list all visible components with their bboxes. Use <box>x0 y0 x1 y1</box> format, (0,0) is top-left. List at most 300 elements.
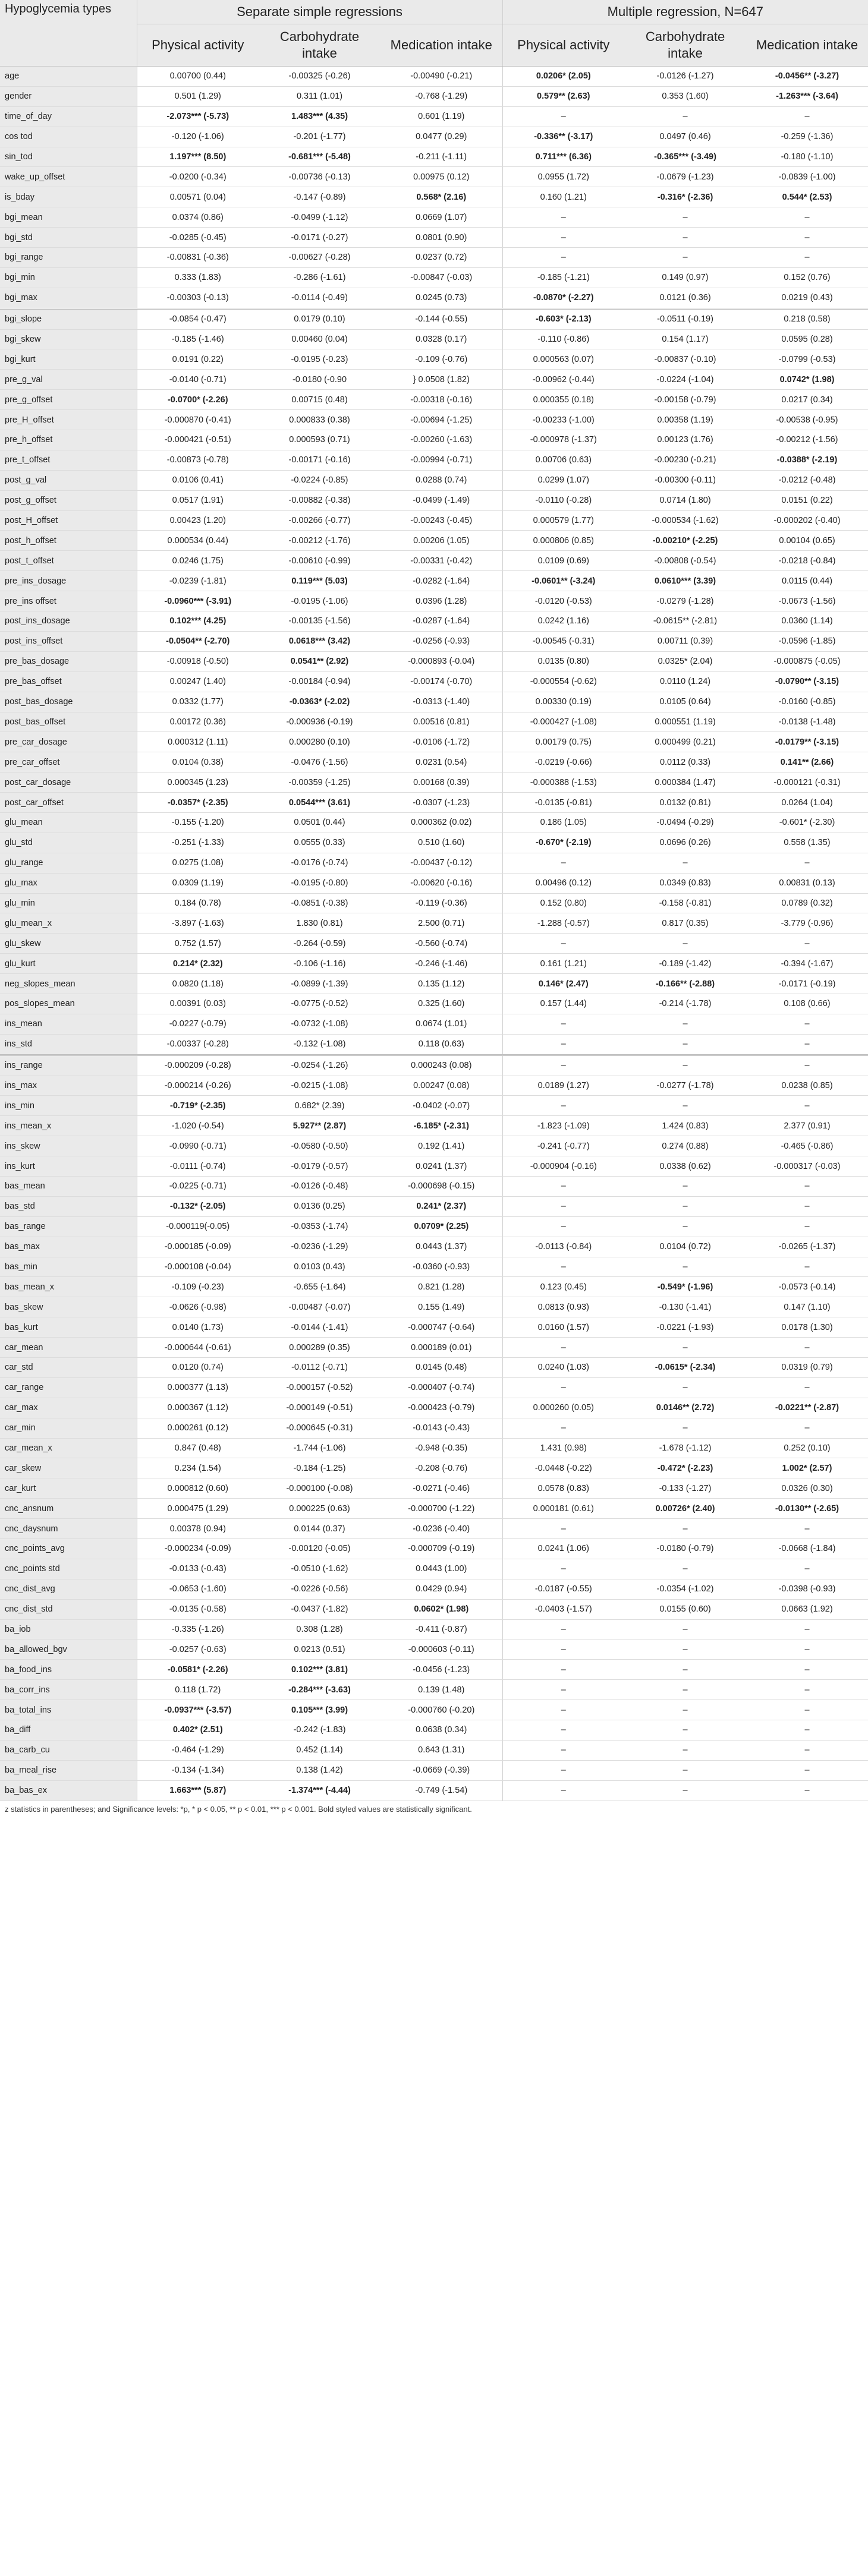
table-cell <box>624 954 746 974</box>
table-cell <box>624 1680 746 1700</box>
table-cell <box>624 390 746 410</box>
cell-value: 0.000189 (0.01) <box>411 1342 472 1352</box>
table-cell <box>380 1639 502 1660</box>
table-cell <box>380 1740 502 1760</box>
table-cell <box>502 752 624 773</box>
col-header: Physical activity <box>137 24 259 67</box>
table-cell <box>137 349 259 370</box>
table-row <box>0 1700 868 1720</box>
cell-value: -0.0456 (-1.23) <box>413 1664 470 1675</box>
cell-value: – <box>804 1222 810 1232</box>
cell-value: – <box>561 1725 566 1735</box>
table-cell <box>380 510 502 531</box>
variable-name: post_bas_dosage <box>0 692 137 712</box>
significant-value: 0.146* (2.47) <box>538 979 589 989</box>
cell-value: -0.0279 (-1.28) <box>656 596 714 606</box>
variable-name: pre_ins_dosage <box>0 571 137 591</box>
table-cell <box>380 793 502 813</box>
cell-value: 0.0246 (1.75) <box>172 556 224 566</box>
table-cell <box>137 86 259 106</box>
cell-value: 0.0132 (0.81) <box>659 797 711 808</box>
table-cell <box>137 954 259 974</box>
table-cell <box>746 490 868 510</box>
table-cell <box>137 752 259 773</box>
variable-name: ba_iob <box>0 1619 137 1639</box>
cell-value: 0.000367 (1.12) <box>167 1403 228 1413</box>
table-cell <box>502 248 624 268</box>
table-cell <box>259 1277 380 1297</box>
cell-value: -0.0171 (-0.19) <box>778 979 836 989</box>
variable-name: ba_diff <box>0 1720 137 1741</box>
table-cell <box>259 712 380 732</box>
table-cell <box>380 470 502 490</box>
table-cell <box>137 490 259 510</box>
cell-value: – <box>683 1222 688 1232</box>
cell-value: -0.00331 (-0.42) <box>410 556 473 566</box>
cell-value: 0.0443 (1.00) <box>416 1564 467 1574</box>
table-row <box>0 187 868 207</box>
cell-value: 0.0245 (0.73) <box>416 293 467 303</box>
cell-value: 0.149 (0.97) <box>662 273 709 283</box>
variable-name: ba_allowed_bgv <box>0 1639 137 1660</box>
cell-value: -0.0212 (-0.48) <box>778 475 836 485</box>
table-cell <box>137 712 259 732</box>
variable-name: ins_skew <box>0 1136 137 1156</box>
cell-value: -0.00831 (-0.36) <box>166 253 229 263</box>
variable-name: ba_meal_rise <box>0 1760 137 1780</box>
variable-name: cnc_points_avg <box>0 1539 137 1559</box>
cell-value: 0.152 (0.76) <box>784 273 831 283</box>
table-cell <box>624 732 746 752</box>
table-cell <box>624 1358 746 1378</box>
table-cell <box>502 1034 624 1055</box>
header-group-multiple: Multiple regression, N=647 <box>502 0 868 24</box>
table-row <box>0 329 868 349</box>
table-cell <box>746 349 868 370</box>
table-cell <box>259 692 380 712</box>
table-cell <box>137 167 259 187</box>
table-cell <box>502 551 624 571</box>
header-title: Hypoglycemia types <box>0 0 137 67</box>
table-cell <box>137 1619 259 1639</box>
table-cell <box>502 1458 624 1478</box>
table-row <box>0 752 868 773</box>
significant-value: -0.0456** (-3.27) <box>775 71 839 81</box>
significant-value: -0.284*** (-3.63) <box>288 1685 351 1695</box>
significant-value: -0.0601** (-3.24) <box>532 576 596 586</box>
table-cell <box>746 430 868 450</box>
table-cell <box>259 671 380 692</box>
table-cell <box>502 1398 624 1418</box>
cell-value: -0.0120 (-0.53) <box>534 596 592 606</box>
table-cell <box>380 1034 502 1055</box>
table-cell <box>746 1599 868 1619</box>
table-cell <box>624 531 746 551</box>
table-cell <box>137 571 259 591</box>
cell-value: -0.110 (-0.86) <box>537 335 590 345</box>
cell-value: -0.0354 (-1.02) <box>656 1584 714 1594</box>
table-cell <box>502 913 624 934</box>
cell-value: 0.123 (0.45) <box>540 1282 587 1292</box>
cell-value: 0.0497 (0.46) <box>659 132 711 142</box>
cell-value: 0.0241 (1.37) <box>416 1161 467 1171</box>
table-cell <box>746 671 868 692</box>
cell-value: 0.0669 (1.07) <box>416 212 467 222</box>
cell-value: 0.308 (1.28) <box>296 1625 343 1635</box>
table-cell <box>137 1116 259 1136</box>
table-cell <box>624 1519 746 1539</box>
table-cell <box>746 167 868 187</box>
table-cell <box>259 106 380 127</box>
cell-value: -0.00487 (-0.07) <box>288 1302 351 1312</box>
table-cell <box>624 248 746 268</box>
table-cell <box>259 974 380 994</box>
table-cell <box>746 1338 868 1358</box>
table-cell <box>380 370 502 390</box>
table-cell <box>259 1257 380 1277</box>
cell-value: -0.0225 (-0.71) <box>169 1181 227 1191</box>
table-cell <box>502 974 624 994</box>
table-cell <box>746 651 868 671</box>
cell-value: -0.0668 (-1.84) <box>778 1544 836 1554</box>
table-row <box>0 349 868 370</box>
cell-value: -0.00300 (-0.11) <box>655 475 716 485</box>
table-cell <box>746 1096 868 1116</box>
table-cell <box>259 349 380 370</box>
table-cell <box>624 631 746 651</box>
table-cell <box>380 1277 502 1297</box>
cell-value: – <box>683 1765 688 1776</box>
table-row <box>0 390 868 410</box>
cell-value: 0.000312 (1.11) <box>168 737 228 747</box>
cell-value: 0.0241 (1.06) <box>537 1544 589 1554</box>
cell-value: -0.00212 (-1.56) <box>776 435 838 445</box>
cell-value: 0.000475 (1.29) <box>167 1503 228 1514</box>
table-cell <box>380 390 502 410</box>
cell-value: 0.108 (0.66) <box>784 999 831 1009</box>
cell-value: 0.0219 (0.43) <box>781 293 833 303</box>
significant-value: -1.374*** (-4.44) <box>288 1786 351 1796</box>
cell-value: – <box>561 1745 566 1755</box>
cell-value: -0.000747 (-0.64) <box>408 1322 475 1332</box>
cell-value: -0.0126 (-0.48) <box>291 1181 348 1191</box>
cell-value: – <box>804 1202 810 1212</box>
cell-value: -0.0499 (-1.12) <box>291 212 348 222</box>
variable-name: car_min <box>0 1418 137 1438</box>
table-row <box>0 1760 868 1780</box>
variable-name: neg_slopes_mean <box>0 974 137 994</box>
table-cell <box>259 954 380 974</box>
cell-value: 0.252 (0.10) <box>784 1443 831 1453</box>
cell-value: -0.0171 (-0.27) <box>291 232 348 242</box>
cell-value: 0.0242 (1.16) <box>537 616 589 626</box>
cell-value: 2.377 (0.91) <box>784 1121 831 1131</box>
cell-value: 0.00104 (0.65) <box>779 535 835 546</box>
cell-value: – <box>804 1564 810 1574</box>
cell-value: 0.00123 (1.76) <box>657 435 713 445</box>
table-cell <box>137 651 259 671</box>
cell-value: -0.000603 (-0.11) <box>408 1644 474 1654</box>
cell-value: 0.00206 (1.05) <box>413 535 470 546</box>
cell-value: – <box>683 1262 688 1272</box>
table-cell <box>380 127 502 147</box>
table-row <box>0 1720 868 1741</box>
cell-value: -0.0854 (-0.47) <box>169 314 227 324</box>
table-cell <box>746 833 868 853</box>
col-header: Medication intake <box>380 24 502 67</box>
significant-value: 0.0544*** (3.61) <box>288 797 351 808</box>
table-cell <box>137 1136 259 1156</box>
cell-value: – <box>804 1705 810 1715</box>
table-row <box>0 1156 868 1177</box>
table-cell <box>137 1377 259 1398</box>
cell-value: -0.00184 (-0.94) <box>288 677 351 687</box>
cell-value: -0.0215 (-1.08) <box>291 1080 348 1090</box>
table-cell <box>502 1438 624 1458</box>
cell-value: -0.0287 (-1.64) <box>413 616 470 626</box>
table-cell <box>380 187 502 207</box>
table-cell <box>502 1216 624 1237</box>
cell-value: 0.0104 (0.72) <box>659 1242 711 1252</box>
table-cell <box>259 893 380 913</box>
table-cell <box>624 994 746 1014</box>
cell-value: -0.0221 (-1.93) <box>656 1322 714 1332</box>
significant-value: 0.0541** (2.92) <box>290 657 349 667</box>
cell-value: -1.020 (-0.54) <box>171 1121 224 1131</box>
variable-name: car_range <box>0 1377 137 1398</box>
table-cell <box>502 531 624 551</box>
variable-name: glu_range <box>0 853 137 873</box>
cell-value: -0.00736 (-0.13) <box>288 172 351 182</box>
variable-name: cnc_ansnum <box>0 1499 137 1519</box>
table-cell <box>502 430 624 450</box>
cell-value: 0.643 (1.31) <box>418 1745 465 1755</box>
cell-value: – <box>561 1644 566 1654</box>
table-row <box>0 1438 868 1458</box>
cell-value: 0.0178 (1.30) <box>781 1322 833 1332</box>
table-cell <box>380 1297 502 1317</box>
table-row <box>0 1458 868 1478</box>
table-cell <box>137 127 259 147</box>
cell-value: – <box>561 112 566 122</box>
variable-name: bgi_max <box>0 288 137 308</box>
table-cell <box>502 1277 624 1297</box>
table-cell <box>380 1377 502 1398</box>
significant-value: -0.365*** (-3.49) <box>654 152 716 162</box>
cell-value: -0.0851 (-0.38) <box>291 898 348 908</box>
table-cell <box>380 288 502 308</box>
cell-value: – <box>683 212 688 222</box>
cell-value: -0.00538 (-0.95) <box>776 415 838 425</box>
variable-name: bas_std <box>0 1196 137 1216</box>
variable-name: cnc_dist_avg <box>0 1579 137 1599</box>
table-row <box>0 1034 868 1055</box>
significant-value: 0.141** (2.66) <box>780 757 834 767</box>
variable-name: post_ins_offset <box>0 631 137 651</box>
cell-value: -0.0180 (-0.90 <box>292 374 347 384</box>
table-cell <box>502 510 624 531</box>
table-cell <box>746 1639 868 1660</box>
cell-value: -0.000554 (-0.62) <box>530 677 597 687</box>
table-row <box>0 1499 868 1519</box>
table-row <box>0 1136 868 1156</box>
cell-value: -0.00260 (-1.63) <box>410 435 473 445</box>
cell-value: 0.000579 (1.77) <box>533 516 594 526</box>
table-cell <box>380 167 502 187</box>
table-cell <box>259 490 380 510</box>
cell-value: – <box>804 938 810 948</box>
cell-value: -0.00325 (-0.26) <box>288 71 351 81</box>
col-header: Carbohydrate intake <box>624 24 746 67</box>
cell-value: – <box>683 1019 688 1029</box>
significant-value: -0.00210* (-2.25) <box>652 535 718 546</box>
cell-value: -0.0224 (-1.04) <box>656 374 714 384</box>
cell-value: 0.000243 (0.08) <box>411 1061 472 1071</box>
cell-value: -0.000157 (-0.52) <box>286 1383 353 1393</box>
table-cell <box>259 1499 380 1519</box>
table-cell <box>259 1599 380 1619</box>
table-cell <box>380 934 502 954</box>
table-cell <box>380 1579 502 1599</box>
cell-value: -0.158 (-0.81) <box>659 898 712 908</box>
cell-value: – <box>683 1383 688 1393</box>
cell-value: 0.157 (1.44) <box>540 999 587 1009</box>
cell-value: -0.0138 (-1.48) <box>778 717 836 727</box>
table-cell <box>746 147 868 167</box>
variable-name: car_mean <box>0 1338 137 1358</box>
table-cell <box>259 752 380 773</box>
cell-value: 0.0104 (0.38) <box>172 757 224 767</box>
table-cell <box>259 1619 380 1639</box>
significant-value: 1.663*** (5.87) <box>169 1786 227 1796</box>
cell-value: – <box>804 1664 810 1675</box>
cell-value: -0.000108 (-0.04) <box>164 1262 231 1272</box>
significant-value: 5.927** (2.87) <box>293 1121 347 1131</box>
cell-value: -0.00318 (-0.16) <box>410 395 473 405</box>
table-cell <box>137 510 259 531</box>
table-cell <box>502 1519 624 1539</box>
table-row <box>0 1076 868 1096</box>
cell-value: -1.823 (-1.09) <box>537 1121 590 1131</box>
table-cell <box>259 67 380 87</box>
cell-value: 0.00460 (0.04) <box>291 335 348 345</box>
cell-value: 0.0578 (0.83) <box>537 1483 589 1493</box>
table-row <box>0 611 868 632</box>
cell-value: – <box>683 112 688 122</box>
variable-name: bas_mean <box>0 1176 137 1196</box>
table-cell <box>137 1519 259 1539</box>
table-cell <box>746 1055 868 1076</box>
cell-value: -0.465 (-0.86) <box>781 1141 834 1151</box>
cell-value: -0.0256 (-0.93) <box>413 636 470 647</box>
cell-value: -0.0176 (-0.74) <box>291 858 348 868</box>
table-cell <box>259 1559 380 1579</box>
table-cell <box>502 1700 624 1720</box>
cell-value: – <box>683 1664 688 1675</box>
table-cell <box>746 773 868 793</box>
table-row <box>0 308 868 329</box>
table-cell <box>137 1014 259 1034</box>
table-cell <box>746 207 868 228</box>
cell-value: -0.0799 (-0.53) <box>778 354 836 364</box>
cell-value: 0.00571 (0.04) <box>169 192 226 202</box>
table-cell <box>137 913 259 934</box>
table-cell <box>502 127 624 147</box>
table-cell <box>746 1156 868 1177</box>
table-cell <box>502 591 624 611</box>
table-cell <box>137 1338 259 1358</box>
cell-value: – <box>804 1685 810 1695</box>
cell-value: -0.0437 (-1.82) <box>291 1604 348 1615</box>
table-cell <box>259 1398 380 1418</box>
cell-value: 1.424 (0.83) <box>662 1121 709 1131</box>
cell-value: – <box>561 1039 566 1049</box>
table-cell <box>624 1398 746 1418</box>
table-cell <box>259 1358 380 1378</box>
cell-value: -0.0732 (-1.08) <box>291 1019 348 1029</box>
table-cell <box>380 853 502 873</box>
cell-value: -0.0227 (-0.79) <box>169 1019 227 1029</box>
variable-name: post_bas_offset <box>0 712 137 732</box>
cell-value: – <box>804 1786 810 1796</box>
cell-value: -0.000121 (-0.31) <box>773 777 841 787</box>
table-row <box>0 1418 868 1438</box>
cell-value: -0.0110 (-0.28) <box>535 496 592 506</box>
cell-value: -0.0899 (-1.39) <box>291 979 348 989</box>
table-cell <box>137 1740 259 1760</box>
table-cell <box>259 1418 380 1438</box>
cell-value: -0.000760 (-0.20) <box>408 1705 475 1715</box>
table-cell <box>502 106 624 127</box>
cell-value: 0.000806 (0.85) <box>533 535 594 546</box>
cell-value: -0.0133 (-0.43) <box>169 1564 227 1574</box>
table-row <box>0 974 868 994</box>
cell-value: – <box>561 938 566 948</box>
cell-value: 0.00378 (0.94) <box>169 1524 226 1534</box>
table-cell <box>746 1418 868 1438</box>
cell-value: -0.000234 (-0.09) <box>164 1544 231 1554</box>
cell-value: 0.00496 (0.12) <box>535 878 592 888</box>
table-cell <box>624 308 746 329</box>
table-row <box>0 106 868 127</box>
table-cell <box>746 410 868 430</box>
table-cell <box>624 1116 746 1136</box>
significant-value: -0.132* (-2.05) <box>170 1202 226 1212</box>
cell-value: -0.214 (-1.78) <box>659 999 712 1009</box>
table-cell <box>259 1539 380 1559</box>
table-cell <box>259 1579 380 1599</box>
table-cell <box>259 1438 380 1458</box>
cell-value: 0.601 (1.19) <box>418 112 465 122</box>
cell-value: – <box>683 1745 688 1755</box>
significant-value: -0.472* (-2.23) <box>657 1463 713 1473</box>
table-cell <box>137 611 259 632</box>
table-cell <box>137 207 259 228</box>
cell-value: 0.0237 (0.72) <box>416 253 467 263</box>
variable-name: bgi_slope <box>0 308 137 329</box>
table-cell <box>259 329 380 349</box>
table-row <box>0 1277 868 1297</box>
table-cell <box>624 1257 746 1277</box>
cell-value: -0.0573 (-0.14) <box>778 1282 836 1292</box>
table-cell <box>502 1740 624 1760</box>
table-cell <box>380 631 502 651</box>
table-row <box>0 1639 868 1660</box>
table-cell <box>380 1096 502 1116</box>
table-cell <box>380 591 502 611</box>
table-row <box>0 712 868 732</box>
table-cell <box>137 1156 259 1177</box>
